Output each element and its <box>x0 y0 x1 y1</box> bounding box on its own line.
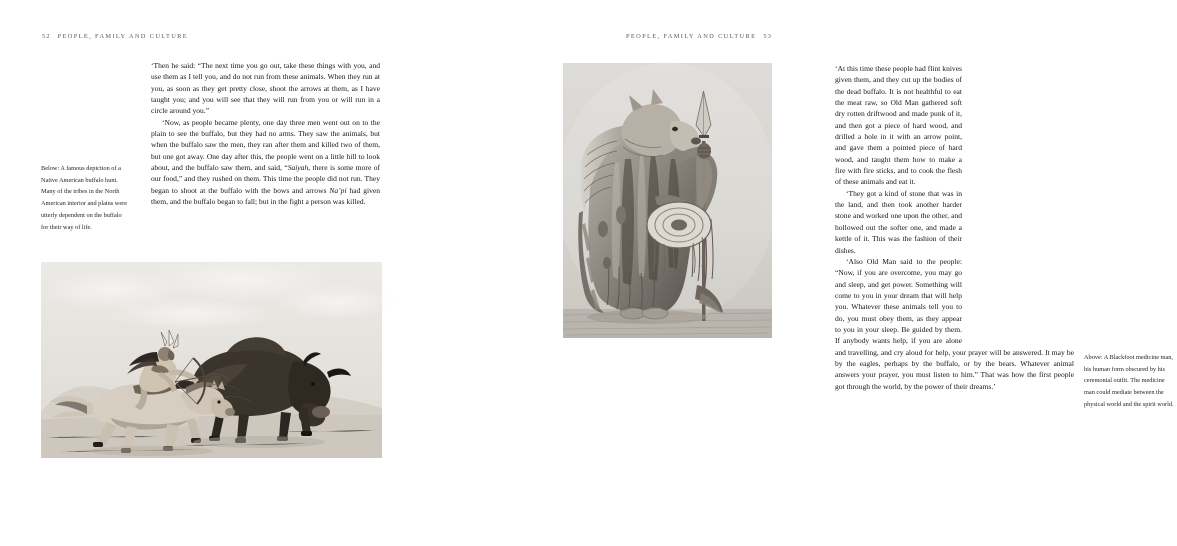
folio-right: 53 <box>763 33 772 40</box>
left-paragraph-1: ‘Then he said: “The next time you go out, take these things with you, and use them as I tell you, and do not run from these animals. When they run at you, as soon as they get pretty close, shoot the arrows at them, as I have taught you; and you will see that they will run from you or will run in a circle around you.” <box>151 61 380 116</box>
running-head-right-title: PEOPLE, FAMILY AND CULTURE <box>625 33 757 40</box>
running-head-left-title: PEOPLE, FAMILY AND CULTURE <box>57 33 189 40</box>
left-paragraph-2-italic-napi: Na’pi <box>329 185 347 195</box>
right-paragraph-1: ‘At this time these people had flint knives given them, and they cut up the bodies of the dead buffalo. It is not healthful to eat the meat raw, so Old Man gathered soft dry rotten driftwood and made punk of it, and then got a piece of hard wood, and drilled a hole in it with an arrow point, and gave them a pointed piece of hard wood, and taught them how to make a fire with fire sticks, and to cook the flesh of these animals and eat it. <box>835 64 962 187</box>
right-page-body-text <box>835 63 1074 392</box>
running-head-left <box>42 33 188 40</box>
left-page-body-text <box>151 60 380 207</box>
left-paragraph-2-part-1: ‘Now, as people became plenty, one day three men went out on to the plain to see the buffalo, but they had no arms. They saw the animals, but when the buffalo saw the men, they ran after them and killed two of them, but one got away. One day after this, the people went on a little hill to look about, and the buffalo saw them, and said, “ <box>151 117 380 173</box>
left-page <box>0 0 405 546</box>
right-paragraph-2: ‘They got a kind of stone that was in the land, and then took another harder stone and worked one upon the other, and hollowed out the softer one, and made a kettle of it. This was the fashion of their dishes. <box>835 188 962 255</box>
left-paragraph-2-part-3: had given them, and the buffalo began to fall; but in the fight a person was killed. <box>151 185 381 207</box>
caption-left: Below: A famous depiction of a Native American buffalo hunt. Many of the tribes in the North American interior and plains were utterly dependent on the buffalo for their way of life. <box>41 165 128 231</box>
left-paragraph-2 <box>151 117 380 208</box>
buffalo-hunt-image <box>41 262 382 458</box>
image-wrap-spacer <box>962 63 1074 345</box>
folio-left: 52 <box>42 33 51 40</box>
running-head-right <box>626 33 772 40</box>
blackfoot-medicine-man-image <box>563 63 772 338</box>
caption-right: Above: A Blackfoot medicine man, his human form obscured by his ceremonial outfit. The medicine man could mediate between the physical world and the spirit world. <box>1084 354 1174 408</box>
right-paragraph-3: ‘Also Old Man said to the people: “Now, if you are overcome, you may go and sleep, and get power. Something will come to you in your dream that will help you. Whatever these animals tell you to do, you must obey them, as they appear to you in your sleep. Be guided by them. If anybody wants help, if you are alone and travelling, and cry aloud for help, your prayer will be answered. It may be by the eagles, perhaps by the buffalo, or by the bears. Whatever animal answers your prayer, you must listen to him.” That was how the first people got through the world, by the power of their dreams.’ <box>835 256 1074 391</box>
left-paragraph-2-part-2: , there is some more of our food,” and they rushed on them. This time the people did not run. They began to shoot at the buffalo with the bows and arrows <box>151 163 380 195</box>
left-paragraph-2-italic-saiyah: Saiyah <box>287 163 309 173</box>
